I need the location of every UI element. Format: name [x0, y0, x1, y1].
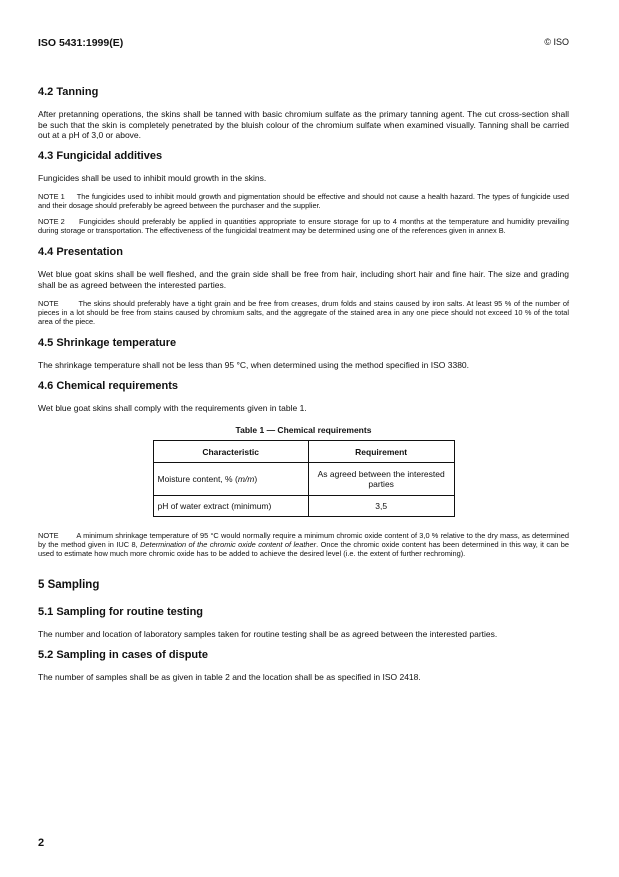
- column-header-characteristic: Characteristic: [153, 441, 308, 463]
- note-label: NOTE: [38, 299, 59, 308]
- paragraph-fungicides: Fungicides shall be used to inhibit mould growth in the skins.: [38, 172, 267, 183]
- cell-ph-requirement: 3,5: [308, 496, 454, 517]
- heading-4-4: 4.4 Presentation: [38, 246, 123, 258]
- table-header-row: [153, 441, 454, 463]
- note-2-fungicides: [38, 217, 569, 235]
- paragraph-presentation: Wet blue goat skins shall be well fleshed, and the grain side shall be free from hair, including short hair and fine hair. The size and grading shall be as agreed between the interested parties.: [38, 269, 569, 290]
- heading-4-2: 4.2 Tanning: [38, 86, 99, 98]
- note-text: The skins should preferably have a tight grain and be free from creases, drum folds and stains caused by iron salts. At least 95 % of the number of pieces in a lot should be free from stains caused by chromium salts, and the aggregate of the stained area in any one piece should not exceed 10 % of the total area of the piece.: [38, 299, 569, 326]
- note-label: NOTE 2: [38, 217, 65, 226]
- cell-ph-characteristic: pH of water extract (minimum): [153, 496, 308, 517]
- paragraph-routine-sampling: The number and location of laboratory samples taken for routine testing shall be as agreed between the interested parties.: [38, 629, 498, 639]
- page-number: 2: [38, 837, 45, 849]
- cell-moisture-requirement: As agreed between the interested parties: [308, 463, 454, 496]
- table-1-title: Table 1 — Chemical requirements: [235, 425, 372, 435]
- paragraph-dispute-sampling: The number of samples shall be as given in table 2 and the location shall be as specified in ISO 2418.: [38, 671, 421, 682]
- paragraph-shrinkage: The shrinkage temperature shall not be less than 95 °C, when determined using the method specified in ISO 3380.: [38, 360, 470, 370]
- heading-5: 5 Sampling: [38, 579, 100, 591]
- heading-4-6: 4.6 Chemical requirements: [38, 379, 179, 392]
- column-header-requirement: Requirement: [308, 441, 454, 463]
- copyright-mark: © ISO: [544, 37, 569, 47]
- note-chromic-oxide: NOTE A minimum shrinkage temperature of 95 °C would normally require a minimum chromic oxide content of 3,0 % relative to the dry mass, as determined by the method given in IUC 8, Determination of the chromic oxide content of leather. Once the chromic oxide content has been determined in this way, it can be used to estimate how much more chromic oxide has to be added to achieve the desired level (i.e. the extent of further rechroming).: [38, 531, 569, 558]
- table-chemical-requirements: [153, 440, 455, 517]
- note-label: NOTE 1: [38, 192, 65, 201]
- heading-5-2: 5.2 Sampling in cases of dispute: [38, 648, 208, 661]
- table-row: [153, 496, 454, 517]
- note-1-fungicides: [38, 192, 569, 210]
- paragraph-chemical: Wet blue goat skins shall comply with the requirements given in table 1.: [38, 402, 307, 413]
- note-presentation: [38, 299, 569, 326]
- heading-5-1: 5.1 Sampling for routine testing: [38, 606, 204, 618]
- heading-4-3: 4.3 Fungicidal additives: [38, 149, 163, 162]
- paragraph-tanning: After pretanning operations, the skins shall be tanned with basic chromium sulfate as the primary tanning agent. The cut cross-section shall be such that the skin is completely penetrated by the bluish colour of the chromium sulfate when examined visually. Tanning shall be carried out at a pH of 3,0 or above.: [38, 109, 569, 140]
- note-label: NOTE: [38, 531, 59, 540]
- table-row: [153, 463, 454, 496]
- page-content: [38, 86, 569, 691]
- note-text: The fungicides used to inhibit mould growth and pigmentation should be effective and should not cause a health hazard. The types of fungicide used and their dosage should preferably be agreed between the purchaser and the supplier.: [38, 192, 569, 210]
- heading-4-5: 4.5 Shrinkage temperature: [38, 337, 177, 349]
- page-header: [38, 37, 569, 51]
- note-text: Fungicides should preferably be applied in quantities appropriate to ensure storage for up to 4 months at the temperature and humidity prevailing during storage or transportation. The effectiveness of the fungicidal treatment may be determined using one of the references given in annex B.: [38, 217, 569, 235]
- cell-moisture-content: Moisture content, % (m/m): [153, 463, 308, 496]
- document-id: ISO 5431:1999(E): [38, 37, 124, 49]
